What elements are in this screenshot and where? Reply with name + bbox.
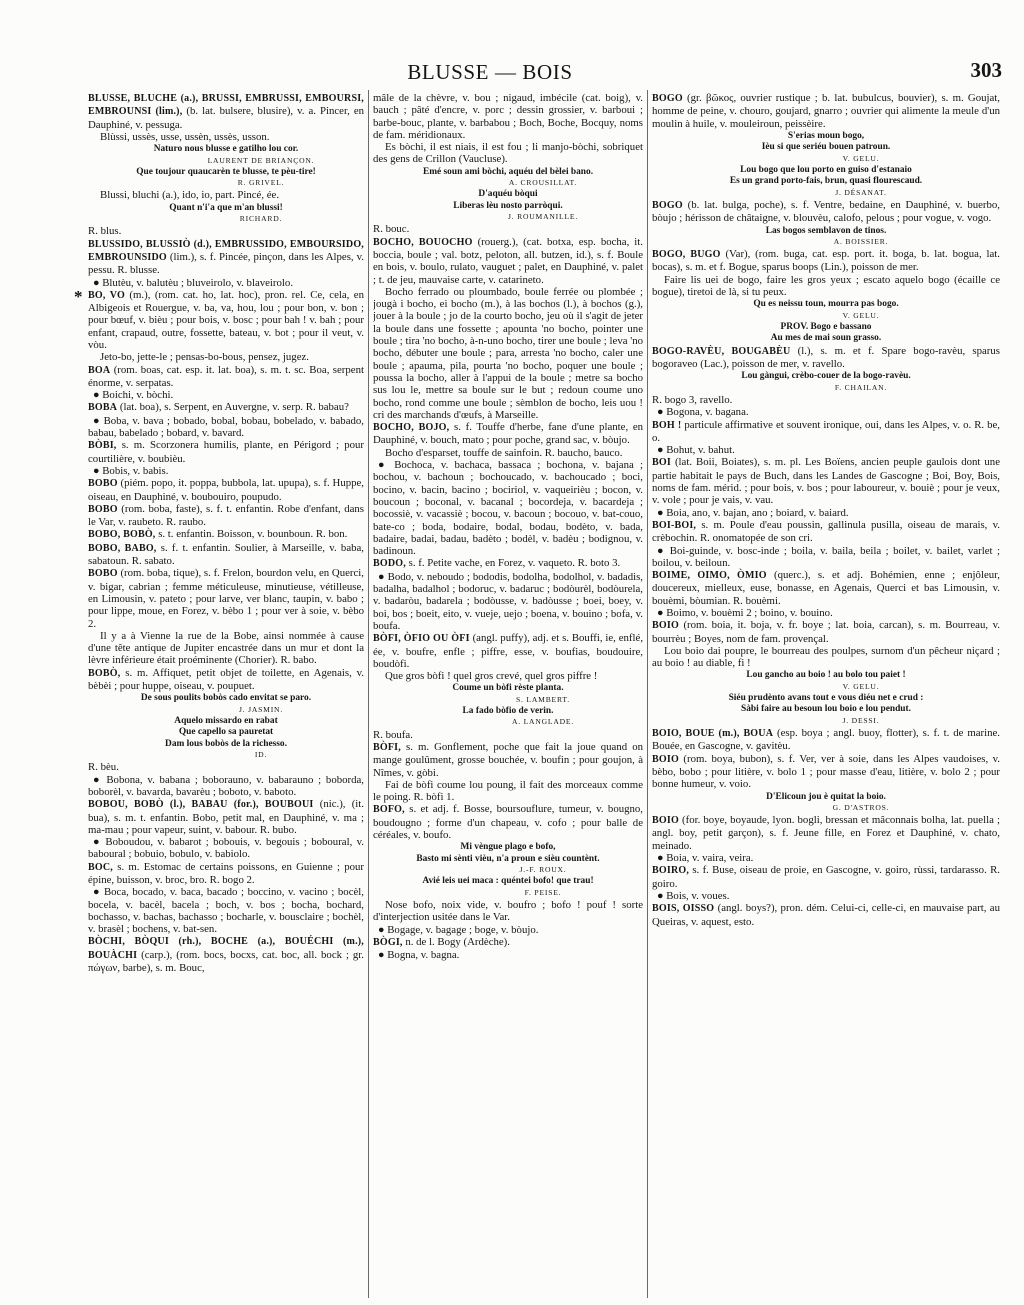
definition-text: ● Boimo, v. bouèmi 2 ; boino, v. bouino.: [657, 606, 833, 619]
verse-line: La fado bòfio de verin.: [462, 706, 554, 716]
headword: BÒGI,: [373, 936, 403, 948]
margin-asterisk-mark: *: [74, 287, 83, 306]
definition-text: Es bòchi, il est niais, il est fou ; li manjo-bòchi, sobriquet des gens de Crillon (Vaucluse).: [373, 141, 643, 166]
headword: BOA: [88, 364, 111, 376]
quote-author: [373, 695, 643, 705]
verse-line: Es un grand porto-fais, brun, quasi flourescaud.: [729, 176, 923, 187]
definition-text: (angl. puffy), adj. et s. Bouffi, ie, enflé, ée, v. boufre, enfle ; piffre, esse, v. boufias, boudouire, boudòfi.: [373, 632, 643, 670]
usage-example: [88, 131, 364, 143]
verse-line: Au mes de mai soun grasso.: [770, 333, 882, 344]
verse-line: Las bogos semblavon de tinos.: [765, 225, 887, 236]
definition-text: Bocho ferrado ou ploumbado, boule ferrée ou plombée ; jougà i bocho, ei bocho (m.), à las bochos (l.), à bochos (g.), jouer à la boule ; jo de la courto bocho, jeu où il s'agit de jeter la boule dans une fossette ; apounta 'no bocho, pointer une boule ; tira 'no bocho, à-n-uno bocho, tirer une boule ; leva 'no bocho, débuter une boule ; para, arresta 'no bocho, caler une boule ; apauma, pila, pourta 'no bocho, poquer une boule ; poussa la bocho, aller à l'appui de la boule ; metre sa bocho sus lou le, mettre sa boule sur le but ; redoun coume uno bocho, rond comme une boule ; sèmblon de bocho, leis uou ! cri des marchands d'œufs, à Marseille.: [373, 285, 643, 421]
headword: BOIO, BOUE (m.), BOUA: [652, 728, 774, 740]
verse-quote: [652, 371, 1000, 382]
headword: BOGO: [652, 199, 683, 211]
definition-text: (esp. boya ; angl. buoy, flotter), s. f. t. de marine. Bouée, en Gascogne, v. gavitèu.: [652, 727, 1000, 753]
definition-text: ● Bogage, v. bagage ; boge, v. bòujo.: [378, 923, 539, 936]
definition-text: F. PEISE.: [524, 887, 562, 897]
headword: BÒFI, ÒFIO OU ÒFI: [373, 633, 470, 645]
definition-text: A. CROUSILLAT.: [508, 178, 578, 188]
definition-text: ● Bodo, v. neboudo ; bododis, bodolha, bodolhol, v. badadis, badalha, badalhol ; bodoruc, v. badaruc ; bodòurèl, bodòurela, v. badaròu, badarela ; bodòusse, v. badòusse ; boei, boey, v. boi, bos ; boeit, eito, v. vueje, uejo ; boena, v. bouino ; bofa, v. boufa.: [373, 570, 643, 632]
quote-author: [652, 188, 1000, 198]
definition-text: J. DÉSANAT.: [835, 187, 887, 197]
dictionary-entry: [652, 753, 1000, 791]
verse-line: Que capello sa pauretat: [178, 727, 274, 738]
verse-line: D'aquéu bòqui: [478, 189, 538, 200]
definition-text: ● Blutèu, v. balutèu ; bluveirolo, v. blaveirolo.: [93, 276, 294, 289]
definition-text: mâle de la chèvre, v. bou ; nigaud, imbécile (cat. boig), v. bauch ; pâté d'encre, v. porc ; dessin grossier, v. barboui ; barbe-bouc, plante, v. barbabou ; Boch, Boche, Bocquy, noms de fam. méridionaux.: [373, 92, 643, 141]
dictionary-entry: [652, 519, 1000, 545]
verse-line: Emé soun ami bòchi, aquéu del bèlei bano.: [422, 166, 594, 177]
definition-text: (rom. boia, it. boja, v. fr. boye ; lat. boia, carcan), s. m. Bourreau, v. bourrèu ; Boyes, nom de fam. provençal.: [652, 619, 1000, 645]
cross-reference: [652, 507, 1000, 519]
definition-text: A. LANGLADE.: [511, 717, 575, 727]
definition-text: Fai de bòfi coume lou poung, il fait des morceaux comme le poing. R. bòfi 1.: [373, 778, 643, 804]
verse-line: Coume un bòfi rèste planta.: [452, 683, 564, 694]
definition-text: (angl. boys?), pron. dém. Celui-ci, celle-ci, en mauvaise part, au Queiras, v. aquest, esto.: [652, 902, 1000, 928]
definition-text: R. bouc.: [373, 223, 410, 236]
definition-text: s. f. Buse, oiseau de proie, en Gascogne, v. goiro, rùssi, tardarasso. R. goiro.: [652, 864, 1000, 890]
dictionary-entry: [88, 861, 364, 887]
verse-line: S'erias moun bogo,: [787, 130, 865, 141]
verse-line: Dam lous bobòs de la richesso.: [165, 738, 287, 749]
cross-reference: [373, 949, 643, 961]
verse-line: Aquelo missardo en rabat: [174, 715, 278, 726]
definition-text: s. f. Petite vache, en Forez, v. vaqueto. R. boto 3.: [408, 557, 621, 570]
dictionary-entry: [373, 557, 643, 570]
verse-line: Quant n'i'a que m'an blussi!: [169, 202, 283, 213]
definition-text: (Var), (rom. buga, cat. esp. port. it. boga, b. lat. bogua, lat. bocas), s. m. et f. Bogue, sparus boops (Lin.), poisson de mer.: [652, 248, 1000, 274]
etymology-note: [652, 394, 1000, 406]
headword: BOGO: [652, 93, 683, 104]
definition-text: ● Boichi, v. bòchi.: [93, 389, 174, 402]
definition-text: V. GELU.: [842, 310, 880, 320]
dictionary-entry: [652, 419, 1000, 445]
verse-quote: [652, 226, 1000, 237]
verse-quote: [373, 167, 643, 178]
definition-text: F. CHAILAN.: [834, 382, 888, 392]
dictionary-entry: [373, 632, 643, 670]
definition-text: ID.: [254, 750, 268, 760]
definition-text: (piém. popo, it. poppa, bubbola, lat. upupa), s. f. Huppe, oiseau, en Dauphiné, v. boubouiro, poupudo.: [88, 477, 364, 503]
verse-line: Avié leis uei maca : quéntei bofo! que trau!: [422, 876, 594, 887]
definition-text: (m.), (rom. cat. ho, lat. hoc), pron. rel. Ce, cela, en Albigeois et Rouergue, v. ba, va, hou, lou ; pour bon, v. bon ; pour bœuf, v. bièu ; pour bois, v. bosc ; pour bah ! v. bah ; pour enfant, crapaud, outre, fossette, bateau, v. bot ; pour il veut, v. vòu.: [88, 288, 364, 351]
verse-quote: [652, 299, 1000, 310]
column-middle: [373, 92, 643, 1297]
headword: BOIO: [652, 753, 679, 765]
definition-text: ● Bogna, v. bagna.: [378, 949, 460, 962]
etymology-note: [373, 223, 643, 235]
quote-author: [88, 705, 364, 715]
dictionary-entry: [88, 289, 364, 351]
headword: BOFO,: [373, 804, 405, 816]
definition-text: ● Bogona, v. bagana.: [657, 406, 749, 419]
usage-example: [88, 189, 364, 201]
verse-line: Ièu si que seriéu bouen patroun.: [761, 142, 891, 153]
etymology-note: [88, 225, 364, 237]
definition-text: (carp.), (rom. bocs, bocxs, cat. boc, all. bock ; gr. πώγων, barbe), s. m. Bouc,: [88, 948, 364, 975]
verse-line: Siéu prudènto avans tout e vous diéu net e crud :: [728, 693, 924, 704]
cross-reference: [652, 406, 1000, 418]
dictionary-entry: [88, 667, 364, 693]
verse-line: De sous poulits bobòs cado envitat se paro.: [140, 693, 312, 704]
quote-author: [652, 237, 1000, 247]
definition-text: s. m. Gonflement, poche que fait la joue quand on mange goulûment, grosse bouchée, v. boufin ; pour goujon, à Nîmes, v. gòbi.: [373, 740, 643, 779]
definition-text: (l.), s. m. et f. Spare bogo-ravèu, sparus bogoraveo (Lac.), poisson de mer, v. ravello.: [652, 344, 1000, 371]
definition-text: (b. lat. bulga, poche), s. f. Ventre, bedaine, en Dauphiné, v. buerbo, bòujo ; hérisson de châtaigne, v. blouvèu, calofo, pelous ; pour vogue, v. vogo.: [652, 198, 1000, 225]
definition-text: ● Bois, v. voues.: [657, 889, 730, 902]
quote-author: [88, 214, 364, 224]
verse-line: Lou gancho au boio ! au bolo tou paiet !: [746, 670, 906, 681]
verse-quote: [652, 792, 1000, 803]
definition-text: Faire lis uei de bogo, faire les gros yeux ; escato aquelo bogo (écaille ce bogue), tiretoi de là, si tu peux.: [652, 273, 1000, 299]
definition-text: (rom. boba, tique), s. f. Frelon, bourdon velu, en Querci, v. bigar, cabrian ; femme méticuleuse, minutieuse, vétilleuse, en Limousin, v. pateto ; pour larve, ver blanc, taupin, v. babo ; pour lippe, moue, en Forez, v. bèbo 1 ; pour ver à soie, v. bèbo 2.: [88, 567, 364, 630]
definition-text: ● Bobis, v. babis.: [93, 464, 169, 477]
dictionary-entry: [652, 199, 1000, 225]
quote-author: [88, 750, 364, 760]
verse-quote: [88, 693, 364, 704]
definition-text: (querc.), s. et adj. Bohémien, enne ; enjôleur, doucereux, mielleux, euse, bonasse, en Agenais, Querci et bas Limousin, v. bouèmi, bòumian. R. bouèmi.: [652, 569, 1000, 607]
dictionary-entry: [652, 864, 1000, 890]
quote-author: [88, 178, 364, 188]
cross-reference: [88, 277, 364, 289]
headword: BOBO: [88, 503, 118, 515]
usage-example: [373, 447, 643, 459]
quote-author: [652, 716, 1000, 726]
cross-reference: [652, 545, 1000, 570]
verse-line: D'Elicoun jou è quitat la boio.: [766, 791, 886, 802]
definition-text: V. GELU.: [842, 681, 880, 691]
etymology-note: [88, 761, 364, 773]
verse-quote: [652, 322, 1000, 345]
headword: BOBÒ,: [88, 667, 121, 679]
quote-author: [652, 803, 1000, 813]
verse-quote: [373, 189, 643, 212]
headword: BÒCHI, BÒQUI (rh.), BOCHE (a.), BOUÉCHI (m.), BOUÀCHI: [88, 936, 364, 961]
verse-line: Sàbi faire au besoun lou boio e lou pendut.: [741, 704, 911, 715]
usage-example: [373, 899, 643, 924]
dictionary-entry: [652, 814, 1000, 852]
verse-quote: [373, 683, 643, 694]
definition-text: (lat. boa), s. Serpent, en Auvergne, v. serp. R. babau?: [119, 401, 349, 414]
dictionary-entry: [652, 92, 1000, 130]
definition-text: Nose bofo, noix vide, v. boufro ; bofo ! pouf ! sorte d'interjection usitée dans le Var.: [373, 898, 643, 924]
column-divider-left: [368, 90, 369, 1298]
definition-text: G. D'ASTROS.: [832, 802, 890, 812]
running-title: BLUSSE — BOIS: [407, 60, 573, 84]
headword: BLUSSIDO, BLUSSIÒ (d.), EMBRUSSIDO, EMBOURSIDO, EMBROUNSIDO: [88, 238, 364, 263]
quote-author: [373, 865, 643, 875]
page-number: 303: [970, 58, 1002, 82]
headword: BOBOU, BOBÒ (l.), BABAU (for.), BOUBOUI: [88, 799, 314, 811]
definition-text: (rouerg.), (cat. botxa, esp. bocha, it. boccia, boule ; val. botz, peloton, all. butzen, id.), s. f. Boule en bois, v. boulo, rulato, vauguet ; palet, en Dauphiné, v. palet ; t. de jeu, mauvaise carte, v. catarineto.: [373, 235, 643, 286]
definition-text: R. blus.: [88, 225, 122, 238]
headword: BÒFI,: [373, 741, 401, 753]
headword: BOC,: [88, 861, 113, 873]
dictionary-entry: [373, 741, 643, 779]
quote-author: [373, 888, 643, 898]
cross-reference: [652, 444, 1000, 456]
verse-quote: [88, 203, 364, 214]
verse-quote: [88, 716, 364, 750]
definition-text: s. m. Scorzonera humilis, plante, en Périgord ; pour courtilière, v. boubièu.: [88, 439, 364, 465]
definition-text: R. bèu.: [88, 761, 119, 774]
dictionary-entry: [88, 935, 364, 974]
verse-quote: [652, 165, 1000, 188]
dictionary-entry: [652, 902, 1000, 928]
verse-quote: [88, 167, 364, 178]
definition-text: S. LAMBERT.: [516, 694, 570, 704]
dictionary-entry: [652, 727, 1000, 753]
verse-line: Qu es neissu toun, mourra pas bogo.: [753, 299, 899, 310]
dictionary-entry: [652, 569, 1000, 607]
definition-text: (rom. boba, faste), s. f. t. enfantin. Robe d'enfant, dans le Var, v. raubeto. R. raubo.: [88, 502, 364, 529]
definition-text: Lou boio dai poupre, le bourreau des poulpes, surnom d'un pêcheur niçard ; au boio ! au diable, fi !: [652, 644, 1000, 670]
verse-line: Que toujour quaucarèn te blusse, te pèu-tire!: [136, 166, 316, 177]
headword: BOCHO, BOUOCHO: [373, 236, 473, 248]
definition-text: ● Bochoca, v. bachaca, bassaca ; bochona, v. bajana ; bochou, v. bachoun ; bochoucado, v. bachoucado ; boci, bocino, v. bacin, bacino ; bociriol, v. vaqueirièu ; bocon, v. boucoun ; boconal, v. bacanal ; bocordeja, v. bacardeja ; bocossiè, v. vacassiè ; bocou, v. bacoun ; bocouo, v. bat-couo, bate-co ; boda, bodaire, bodal, bodau, bodèto, v. bada, badaire, badai, badau, badèto ; bodèl, v. badèu ; bodignou, v. badinoun.: [373, 459, 643, 558]
column-right: [652, 92, 1000, 1297]
dictionary-entry: [652, 345, 1000, 371]
cross-reference: [652, 890, 1000, 902]
definition-text: R. boufa.: [373, 728, 413, 741]
verse-line: Mi vèngue plago e bofo,: [460, 842, 556, 853]
usage-example: [373, 779, 643, 804]
verse-line: Lou gàngui, crèbo-couer de la bogo-ravèu.: [741, 371, 911, 382]
cross-reference: [373, 571, 643, 632]
definition-text: R. GRIVEL.: [237, 178, 285, 188]
definition-text: Que gros bòfi ! quel gros crevé, quel gros piffre !: [385, 670, 598, 683]
headword: BOI-BOI,: [652, 519, 697, 531]
dictionary-entry: [88, 528, 364, 541]
cross-reference: [652, 852, 1000, 864]
headword: BO, VO: [88, 289, 125, 301]
cross-reference: [88, 836, 364, 861]
verse-quote: [373, 842, 643, 865]
verse-line: Lou bogo que lou porto en guiso d'estanaio: [740, 164, 912, 175]
column-divider-right: [647, 90, 648, 1298]
quote-author: [652, 682, 1000, 692]
verse-line: Basto mi sènti vièu, n'a proun e sièu countènt.: [416, 853, 600, 864]
headword: BOH !: [652, 419, 682, 431]
definition-text: s. m. Affiquet, petit objet de toilette, en Agenais, v. bèbèi ; pour huppe, oiseau, v. poupuet.: [88, 666, 364, 692]
verse-line: PROV. Bogo e bassano: [780, 321, 872, 332]
verse-quote: [88, 144, 364, 155]
definition-text: ● Boia, v. vaira, veira.: [657, 852, 754, 865]
etymology-note: [373, 729, 643, 741]
definition-text: n. de l. Bogy (Ardèche).: [405, 935, 510, 948]
definition-text: A. BOISSIER.: [833, 236, 889, 246]
headword: BOGO-RAVÈU, BOUGABÈU: [652, 345, 791, 357]
definition-text: (rom. boas, cat. esp. it. lat. boa), s. m. t. sc. Boa, serpent énorme, v. serpatas.: [88, 363, 364, 389]
verse-quote: [373, 876, 643, 887]
headword: BOGO, BUGO: [652, 249, 721, 261]
dictionary-entry: [88, 364, 364, 390]
cross-reference: [88, 465, 364, 477]
definition-text: Blussi, bluchi (a.), ido, io, part. Pincé, ée.: [100, 189, 280, 202]
entry-continuation: [373, 92, 643, 141]
cross-reference: [373, 459, 643, 557]
definition-text: ● Boca, bocado, v. baca, bacado ; boccino, v. vacino ; bocèl, bocela, v. bacèl, bacela ; boch, v. bos ; bocha, bochard, bochasso, v. bachas, bachasso ; bocharle, v. bousclaire ; bochèl, v. brasèl ; bochens, v. bat-sen.: [88, 886, 364, 936]
headword: BÒBI,: [88, 440, 117, 452]
definition-text: Jeto-bo, jette-le ; pensas-bo-bous, pensez, jugez.: [100, 351, 309, 364]
headword: BODO,: [373, 558, 406, 570]
cross-reference: [88, 415, 364, 440]
definition-text: (rom. boya, bubon), s. f. Ver, ver à soie, dans les Alpes vaudoises, v. bèbo, bobo ; pour litière, v. bolo 1 ; pour masse d'eau, litière, v. bolo 2 ; pour bonne humeur, v. voio.: [652, 752, 1000, 791]
definition-text: J. JASMIN.: [238, 704, 284, 714]
usage-example: [652, 274, 1000, 299]
dictionary-entry: [88, 477, 364, 503]
verse-quote: [652, 693, 1000, 716]
definition-text: s. et adj. f. Bosse, boursouflure, tumeur, v. bougno, boudougno ; forme d'un chapeau, v. cofo ; pour balle de céréales, v. boufo.: [373, 803, 643, 841]
dictionary-entry: [88, 503, 364, 529]
definition-text: (gr. βῶκος, ouvrier rustique ; b. lat. bubulcus, bouvier), s. m. Goujat, homme de peine, v. chouro, goujard, gnarro ; ouvrier qui alimente la meule d'un moulin à huile, v. mouleiroun, peissèire.: [652, 92, 1000, 130]
quote-author: [373, 717, 643, 727]
cross-reference: [652, 607, 1000, 619]
definition-text: V. GELU.: [842, 153, 880, 163]
definition-text: R. bogo 3, ravello.: [652, 393, 733, 406]
definition-text: (b. lat. bulsere, blusire), v. a. Pincer, en Dauphiné, v. pessuga.: [88, 105, 364, 131]
definition-text: J. DESSI.: [842, 715, 880, 725]
definition-text: (lim.), s. f. Pincée, pinçon, dans les Alpes, v. pessu. R. blusse.: [88, 250, 364, 277]
quote-author: [373, 178, 643, 188]
cross-reference: [88, 389, 364, 401]
dictionary-entry: [88, 238, 364, 277]
dictionary-entry: [88, 567, 364, 629]
headword: BOBO: [88, 478, 118, 490]
verse-quote: [652, 670, 1000, 681]
quote-author: [652, 154, 1000, 164]
dictionary-entry: [88, 542, 364, 568]
definition-text: (for. boye, boyaude, lyon. bogli, bressan et mâconnais bolha, lat. puella ; angl. boy, petit garçon), s. f. Jeune fille, en Forez et Dauphiné, v. chato, meinado.: [652, 814, 1000, 852]
usage-example: [88, 630, 364, 667]
headword: BOBO, BABO,: [88, 542, 157, 554]
definition-text: ● Boia, ano, v. bajan, ano ; boiard, v. baiard.: [657, 506, 849, 519]
definition-text: ● Boboudou, v. babarot ; bobouis, v. begouis ; boboural, v. baboural ; bobuio, bobulo, v. babiolo.: [88, 836, 364, 861]
headword: BOI: [652, 457, 671, 469]
definition-text: (nic.), (it. bua), s. m. t. enfantin. Bobo, petit mal, en Dauphiné, v. ma ; ma-mau ; pour vapeur, suint, v. babour. R. bubo.: [88, 798, 364, 836]
verse-quote: [652, 131, 1000, 154]
definition-text: ● Boba, v. bava ; bobado, bobal, bobau, bobelado, v. babado, babau, babelado ; bobard, v. bavard.: [88, 414, 364, 440]
quote-author: [652, 383, 1000, 393]
dictionary-entry: [88, 92, 364, 131]
headword: BOCHO, BOJO,: [373, 422, 450, 434]
headword: BOIO: [652, 815, 679, 827]
definition-text: RICHARD.: [239, 214, 283, 224]
quote-author: [373, 212, 643, 222]
dictionary-entry: [652, 456, 1000, 506]
dictionary-entry: [652, 248, 1000, 274]
definition-text: s. m. Estomac de certains poissons, en Guienne ; pour épine, buisson, v. broc, bro. R. bogo 2.: [88, 860, 364, 886]
headword: BOBA: [88, 402, 118, 414]
headword: BOIO: [652, 620, 679, 632]
definition-text: J.-F. ROUX.: [519, 865, 567, 875]
definition-text: LAURENT DE BRIANÇON.: [207, 155, 315, 165]
verse-line: Naturo nous blusse e gatilho lou cor.: [153, 144, 299, 155]
definition-text: s. m. Poule d'eau poussin, gallinula pusilla, oiseau de marais, v. crèbochin. R. onomatopée de son cri.: [652, 518, 1000, 545]
definition-text: s. f. t. enfantin. Soulier, à Marseille, v. baba, sabatoun. R. sabato.: [88, 541, 364, 568]
usage-example: [373, 141, 643, 166]
dictionary-entry: [88, 401, 364, 414]
headword: BOBO, BOBÒ,: [88, 529, 156, 541]
dictionary-entry: [373, 936, 643, 949]
cross-reference: [88, 774, 364, 799]
verse-line: Liberas lèu nosto parròqui.: [453, 200, 563, 211]
quote-author: [652, 311, 1000, 321]
cross-reference: [88, 886, 364, 935]
column-left: [88, 92, 364, 1297]
headword: BOIME, OIMO, ÒMIO: [652, 570, 767, 582]
definition-text: particule affirmative et souvent ironique, oui, dans les Alpes, v. o. R. be, o.: [652, 418, 1000, 444]
usage-example: [373, 286, 643, 421]
headword: BOIRO,: [652, 865, 690, 877]
definition-text: s. t. enfantin. Boisson, v. bounboun. R. bon.: [158, 528, 348, 541]
cross-reference: [373, 924, 643, 936]
usage-example: [652, 645, 1000, 670]
definition-text: ● Boi-guinde, v. bosc-inde ; boila, v. baila, beila ; boilet, v. bailet, varlet ; boilou, v. beiloun.: [652, 544, 1000, 569]
usage-example: [373, 670, 643, 682]
quote-author: [88, 156, 364, 166]
definition-text: s. f. Touffe d'herbe, fane d'une plante, en Dauphiné, v. bouch, mato ; pour poche, grand sac, v. bòujo.: [373, 421, 643, 447]
dictionary-entry: [373, 421, 643, 447]
definition-text: Il y a à Vienne la rue de la Bobe, ainsi nommée à cause d'une tête antique de Jupiter encastrée dans un mur et dont la lèvre inférieure était proéminente (Chorier). R. babo.: [88, 629, 364, 667]
definition-text: Blùssi, ussès, usse, ussèn, ussès, usson.: [100, 130, 270, 143]
verse-quote: [373, 706, 643, 717]
usage-example: [88, 351, 364, 363]
headword: BLUSSE, BLUCHE (a.), BRUSSI, EMBRUSSI, EMBOURSI, EMBROUNSI (lim.),: [88, 93, 364, 118]
dictionary-entry: [373, 803, 643, 841]
definition-text: Bocho d'esparset, touffe de sainfoin. R. baucho, bauco.: [385, 446, 623, 459]
dictionary-entry: [88, 798, 364, 836]
headword: BOIS, OISSO: [652, 903, 715, 915]
dictionary-entry: [652, 619, 1000, 645]
headword: BOBO: [88, 568, 118, 580]
definition-text: ● Bobona, v. babana ; boborauno, v. babarauno ; boborda, boborèl, v. bavarda, bavarèu ; boboto, v. baboto.: [88, 773, 364, 798]
definition-text: (lat. Boii, Boiates), s. m. pl. Les Boïens, ancien peuple gaulois dont une partie habitait le pays de Buch, dans les Landes de Gascogne ; Boi, Boy, Bois, noms de fam. mérid. ; pour bois, v. bos ; pour laboureur, v. bouiè ; pour je veux, v. vole ; pour je vais, v. vau.: [652, 456, 1000, 507]
dictionary-entry: [88, 439, 364, 465]
dictionary-entry: [373, 236, 643, 286]
definition-text: J. ROUMANILLE.: [507, 212, 579, 222]
definition-text: ● Bohut, v. bahut.: [657, 444, 735, 457]
